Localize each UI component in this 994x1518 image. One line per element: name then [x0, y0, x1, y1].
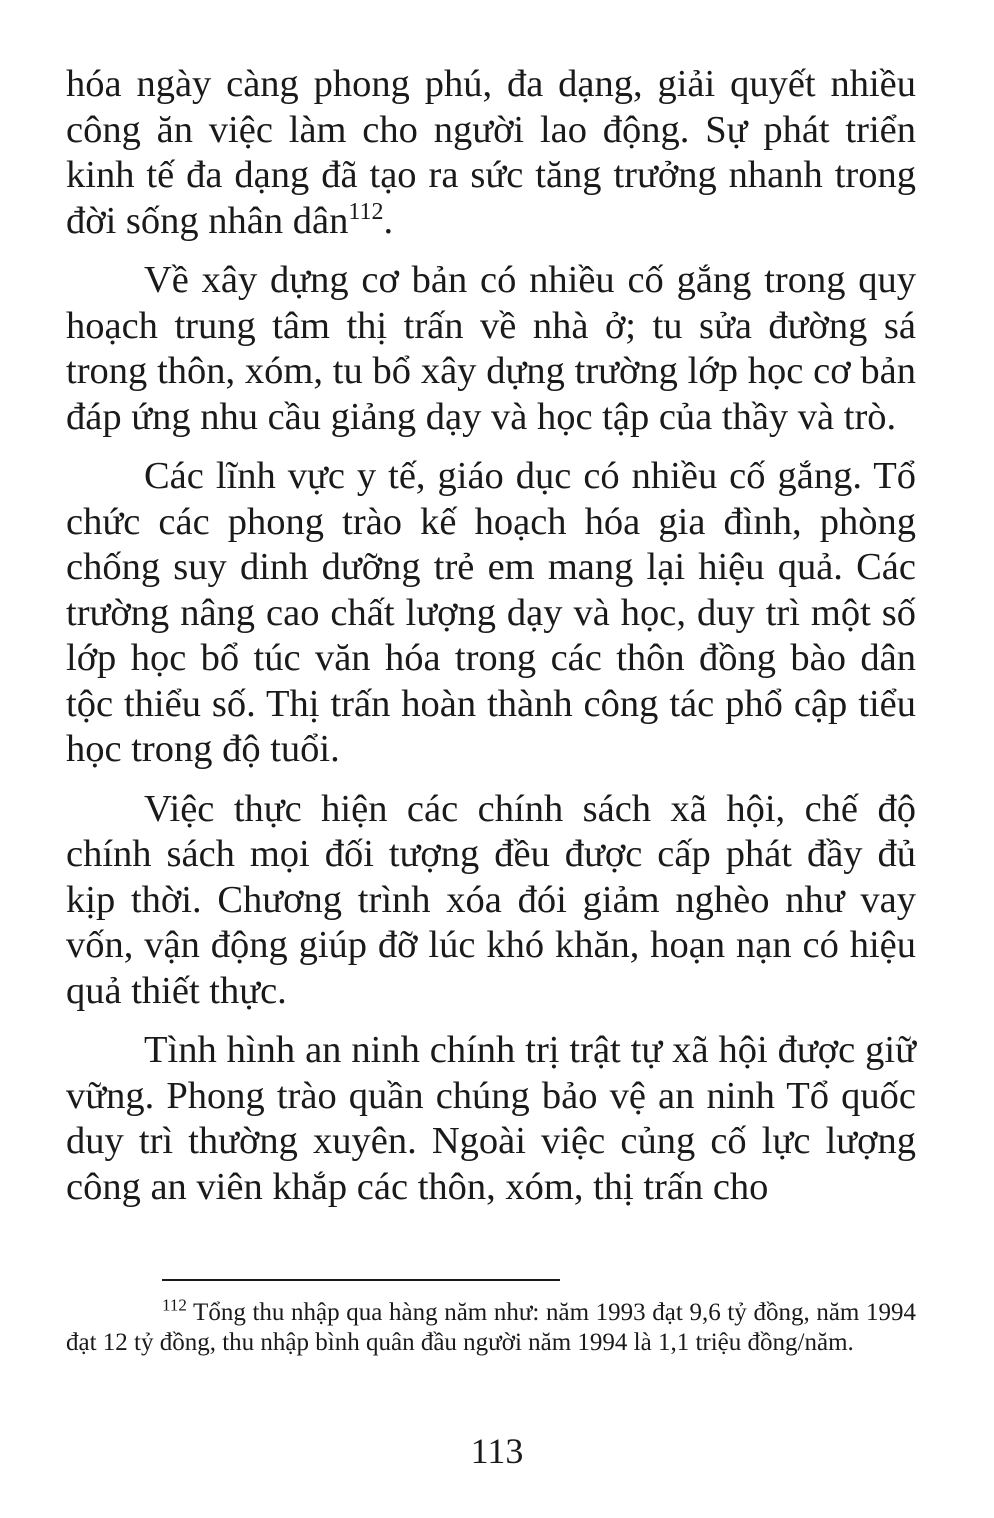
paragraph-4: Việc thực hiện các chính sách xã hội, chế độ chính sách mọi đối tượng đều được cấp phát đầy đủ kịp thời. Chương trình xóa đói giảm nghèo như vay vốn, vận động giúp đỡ lúc khó khăn, hoạn nạn có hiệu quả thiết thực. — [66, 787, 916, 1012]
footnote-reference[interactable]: 112 — [348, 198, 384, 225]
paragraph-2: Về xây dựng cơ bản có nhiều cố gắng trong quy hoạch trung tâm thị trấn về nhà ở; tu sửa đường sá trong thôn, xóm, tu bổ xây dựng trường lớp học cơ bản đáp ứng nhu cầu giảng dạy và học tập của thầy và trò. — [66, 259, 916, 438]
footnote-text: Tổng thu nhập qua hàng năm như: năm 1993 đạt 9,6 tỷ đồng, năm 1994 đạt 12 tỷ đồng, thu nhập bình quân đầu người năm 1994 là 1,1 triệu đồng/năm. — [66, 1299, 916, 1356]
paragraph-3: Các lĩnh vực y tế, giáo dục có nhiều cố gắng. Tổ chức các phong trào kế hoạch hóa gia đình, phòng chống suy dinh dưỡng trẻ em mang lại hiệu quả. Các trường nâng cao chất lượng dạy và học, duy trì một số lớp học bổ túc văn hóa trong các thôn đồng bào dân tộc thiểu số. Thị trấn hoàn thành công tác phổ cập tiểu học trong độ tuổi. — [66, 455, 916, 770]
footnote-number: 112 — [162, 1295, 187, 1315]
paragraph-5: Tình hình an ninh chính trị trật tự xã hội được giữ vững. Phong trào quần chúng bảo vệ an ninh Tổ quốc duy trì thường xuyên. Ngoài việc củng cố lực lượng công an viên khắp các thôn, xóm, thị trấn cho — [66, 1029, 916, 1208]
paragraph-1 — [66, 62, 916, 244]
footnote — [66, 1295, 916, 1358]
paragraph-1-text: hóa ngày càng phong phú, đa dạng, giải quyết nhiều công ăn việc làm cho người lao động. Sự phát triển kinh tế đa dạng đã tạo ra sức tăng trưởng nhanh trong đời sống nhân dân — [66, 63, 916, 242]
page-body — [66, 62, 916, 1210]
paragraph-1-tail: . — [383, 199, 394, 242]
page-number: 113 — [470, 1431, 524, 1471]
footnote-divider — [162, 1279, 560, 1281]
